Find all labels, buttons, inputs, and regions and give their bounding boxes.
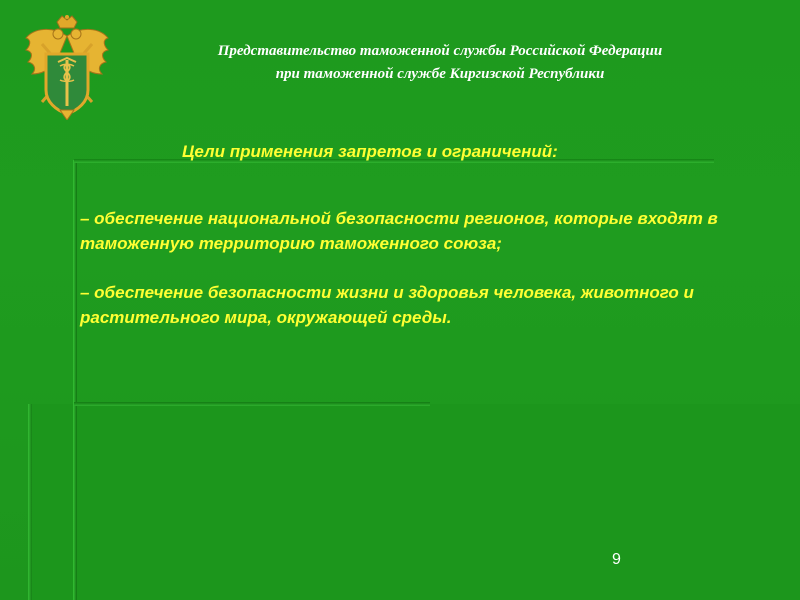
bullet-2: – обеспечение безопасности жизни и здоровья человека, животного и растительного мира, окружающей среды.	[80, 283, 694, 327]
vertical-divider-secondary	[28, 404, 32, 600]
header-line-2: при таможенной службе Киргизской Республики	[275, 66, 605, 82]
bottom-divider	[74, 402, 430, 406]
slide-content	[80, 206, 730, 354]
lower-panel	[30, 404, 800, 600]
page-number: 9	[612, 551, 621, 568]
customs-emblem-icon	[22, 14, 112, 120]
vertical-divider	[73, 160, 77, 600]
header	[140, 40, 740, 86]
slide-heading: Цели применения запретов и ограничений:	[182, 142, 558, 161]
header-line-1: Представительство таможенной службы Российской Федерации	[217, 43, 663, 59]
bullet-1: – обеспечение национальной безопасности регионов, которые входят в таможенную территорию таможенного союза;	[80, 209, 718, 253]
